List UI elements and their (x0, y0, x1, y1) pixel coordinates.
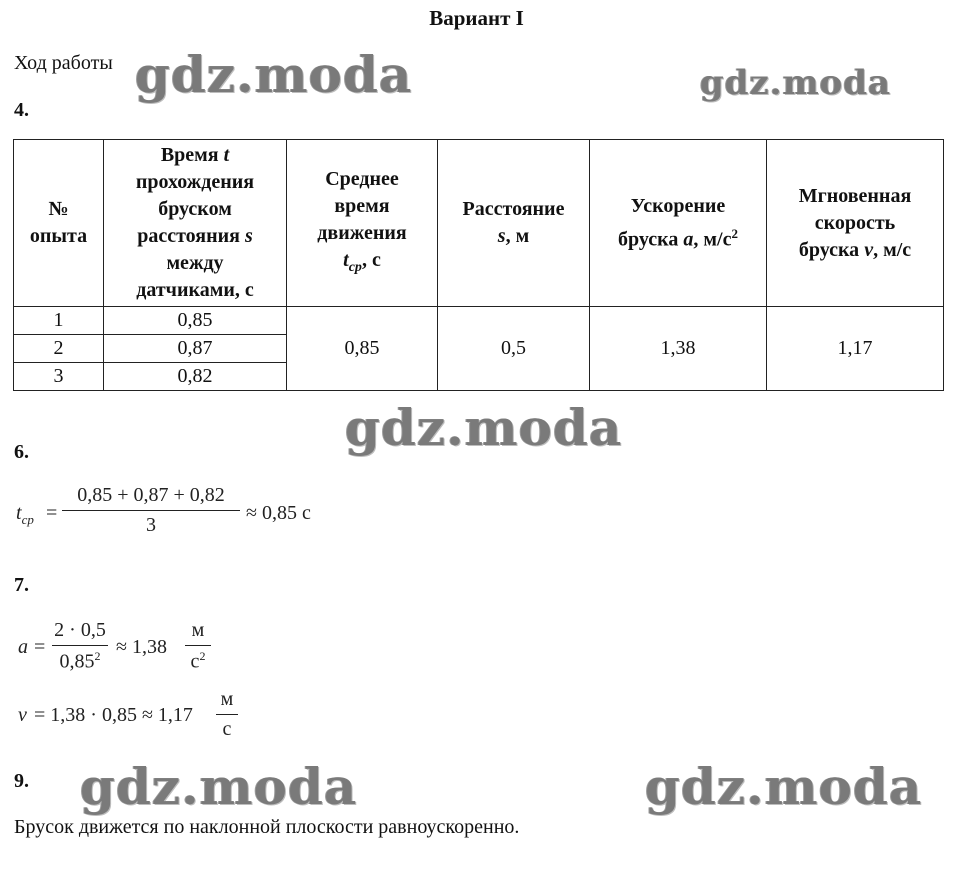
cell-experiment-number: 2 (14, 335, 104, 363)
cell-velocity: 1,17 (767, 307, 944, 391)
formula-variable: a (18, 636, 28, 658)
table-row (14, 307, 944, 335)
formula-result: ≈ 0,85 с (246, 502, 311, 524)
watermark: gdz.moda (80, 757, 358, 816)
watermark: gdz.moda (645, 757, 923, 816)
formula-result: ≈ 1,38 (116, 636, 167, 658)
cell-experiment-number: 3 (14, 363, 104, 391)
formula-subscript: cp (21, 512, 34, 527)
formula-denominator: 3 (146, 514, 156, 536)
formula-unit: м $с^2$ (185, 619, 211, 674)
watermark: gdz.moda (700, 63, 892, 103)
conclusion-text: Брусок движется по наклонной плоскости равноускоренно. (14, 816, 520, 838)
header-average-time: Среднее время движения $t_{ср}$, с (287, 140, 438, 307)
header-instant-velocity: Мгновенная скорость бруска v, м/с (767, 140, 944, 307)
cell-time: 0,85 (104, 307, 287, 335)
intro-text: Ход работы (14, 52, 113, 74)
header-time: Время t прохождения бруском расстояния s между датчиками, с (104, 140, 287, 307)
watermark: gdz.moda (345, 398, 623, 457)
cell-experiment-number: 1 (14, 307, 104, 335)
formula-numerator: 0,85 + 0,87 + 0,82 (77, 484, 225, 506)
formula-expression: = 1,38 · 0,85 ≈ 1,17 (34, 704, 193, 726)
header-distance: Расстояние s, м (438, 140, 590, 307)
formula-equals: = (34, 636, 46, 658)
cell-acceleration: 1,38 (590, 307, 767, 391)
section-7-number: 7. (14, 574, 29, 596)
page-title: Вариант I (429, 6, 524, 30)
cell-time: 0,87 (104, 335, 287, 363)
formula-equals: = (46, 502, 58, 524)
section-4-number: 4. (14, 99, 29, 121)
cell-time: 0,82 (104, 363, 287, 391)
formula-fraction: 2 · 0,5 0,85$^2$ (52, 619, 108, 674)
section-6-number: 6. (14, 441, 29, 463)
table-header-row (14, 140, 944, 307)
cell-average-time: 0,85 (287, 307, 438, 391)
cell-distance: 0,5 (438, 307, 590, 391)
formula-unit: м с (216, 688, 238, 741)
formula-variable: v (18, 704, 27, 726)
watermark: gdz.moda (135, 45, 413, 104)
formula-fraction (62, 484, 240, 537)
formula-numerator: 2 · 0,5 (54, 619, 106, 641)
results-table (13, 139, 944, 391)
formula-variable: t (16, 502, 22, 524)
header-experiment-number: № опыта (14, 140, 104, 307)
formula-denominator: 0,85 (59, 650, 95, 673)
section-9-number: 9. (14, 770, 29, 792)
header-acceleration: Ускорение бруска a, $м/с^2$ (590, 140, 767, 307)
